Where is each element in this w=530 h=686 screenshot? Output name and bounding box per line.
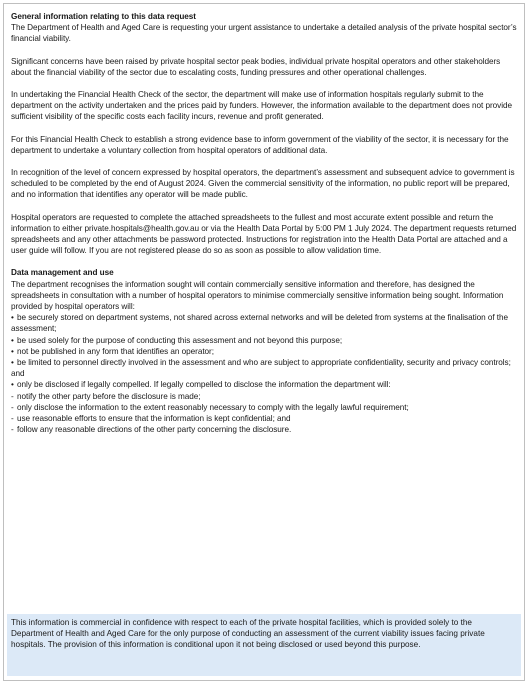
dash-marker: - (11, 391, 13, 401)
list-item-text: be used solely for the purpose of conducting this assessment and not beyond this purpose; (17, 335, 343, 345)
list-item-text: use reasonable efforts to ensure that the information is kept confidential; and (17, 414, 291, 424)
list-item (11, 391, 521, 402)
list-item (11, 335, 521, 346)
sub-bullet-list (11, 391, 521, 436)
bullet-marker: • (11, 346, 13, 356)
list-item-text: only disclose the information to the extent reasonably necessary to comply with the legally lawful requirement; (17, 402, 409, 412)
section-heading-data-management: Data management and use (11, 268, 114, 278)
list-item (11, 402, 521, 413)
document-sheet (3, 3, 525, 681)
paragraph-5: In recognition of the level of concern expressed by hospital operators, the department’s assessment and subsequent advice to government is scheduled to be completed by the end of August 2024. Given the commercial sensitivity of the information, no public report will be prepared, and no information that identifies any operator will be made public. (11, 168, 515, 200)
list-item-text: only be disclosed if legally compelled. If legally compelled to disclose the information the department will: (17, 380, 391, 390)
paragraph-6: Hospital operators are requested to complete the attached spreadsheets to the fullest and most accurate extent possible and return the information to either private.hospitals@health.gov.au or via the Health Data Portal by 5:00 PM 1 July 2024. The department requests returned spreadsheets and any other attachments be password protected. Instructions for registration into the Health Data Portal are attached and a user guide will follow. If you are not registered please do so as soon as possible to allow validation time. (11, 212, 517, 256)
bullet-list (11, 312, 521, 390)
list-item (11, 413, 521, 424)
list-item-text: be limited to personnel directly involved in the assessment and who are subject to appropriate confidentiality, security and privacy controls; and (11, 358, 511, 379)
paragraph-4: For this Financial Health Check to establish a strong evidence base to inform government of the viability of the sector, it is necessary for the department to undertake a voluntary collection from hospital operators of additional data. (11, 134, 509, 155)
confidentiality-notice (7, 614, 521, 676)
list-item-text: follow any reasonable directions of the other party concerning the disclosure. (17, 425, 292, 435)
list-item-text: notify the other party before the disclosure is made; (17, 391, 201, 401)
bullet-marker: • (11, 358, 13, 368)
dash-marker: - (11, 414, 13, 424)
dash-marker: - (11, 402, 13, 412)
paragraph-2: Significant concerns have been raised by private hospital sector peak bodies, individual private hospital operators and other stakeholders about the financial viability of the sector due to escalating costs, funding pressures and other operational challenges. (11, 56, 501, 77)
list-item-text: not be published in any form that identifies an operator; (17, 346, 214, 356)
paragraph-3: In undertaking the Financial Health Check of the sector, the department will make use of information hospitals regularly submit to the department on the activity undertaken and the prices paid by funders. However, the information available to the department does not provide sufficient visibility of the specific costs each facility incurs, revenue and profit generated. (11, 90, 512, 122)
list-item (11, 346, 521, 357)
document-content (11, 11, 521, 436)
section-heading-general: General information relating to this data request (11, 12, 196, 21)
bullet-marker: • (11, 335, 13, 345)
data-management-intro: The department recognises the information sought will contain commercially sensitive information and therefore, has designed the spreadsheets in consultation with a number of hospital operators to minimise commercially sensitive information being sought. Information provided by hospital operators will: (11, 279, 504, 312)
dash-marker: - (11, 425, 13, 435)
bullet-marker: • (11, 313, 13, 323)
paragraph-1: The Department of Health and Aged Care is requesting your urgent assistance to undertake a detailed analysis of the private hospital sector’s financial viability. (11, 23, 517, 44)
list-item-text: be securely stored on department systems, not shared across external networks and will be deleted from systems at the finalisation of the assessment; (11, 313, 509, 334)
list-item (11, 312, 521, 334)
bullet-marker: • (11, 380, 13, 390)
confidentiality-notice-text: This information is commercial in confidence with respect to each of the private hospital facilities, which is provided solely to the Department of Health and Aged Care for the only purpose of conducting an assessment of the current viability issues facing private hospitals. The provision of this information is conditional upon it not being disclosed or used beyond this purpose. (11, 618, 485, 650)
list-item (11, 424, 521, 435)
list-item (11, 357, 521, 379)
list-item (11, 379, 521, 390)
